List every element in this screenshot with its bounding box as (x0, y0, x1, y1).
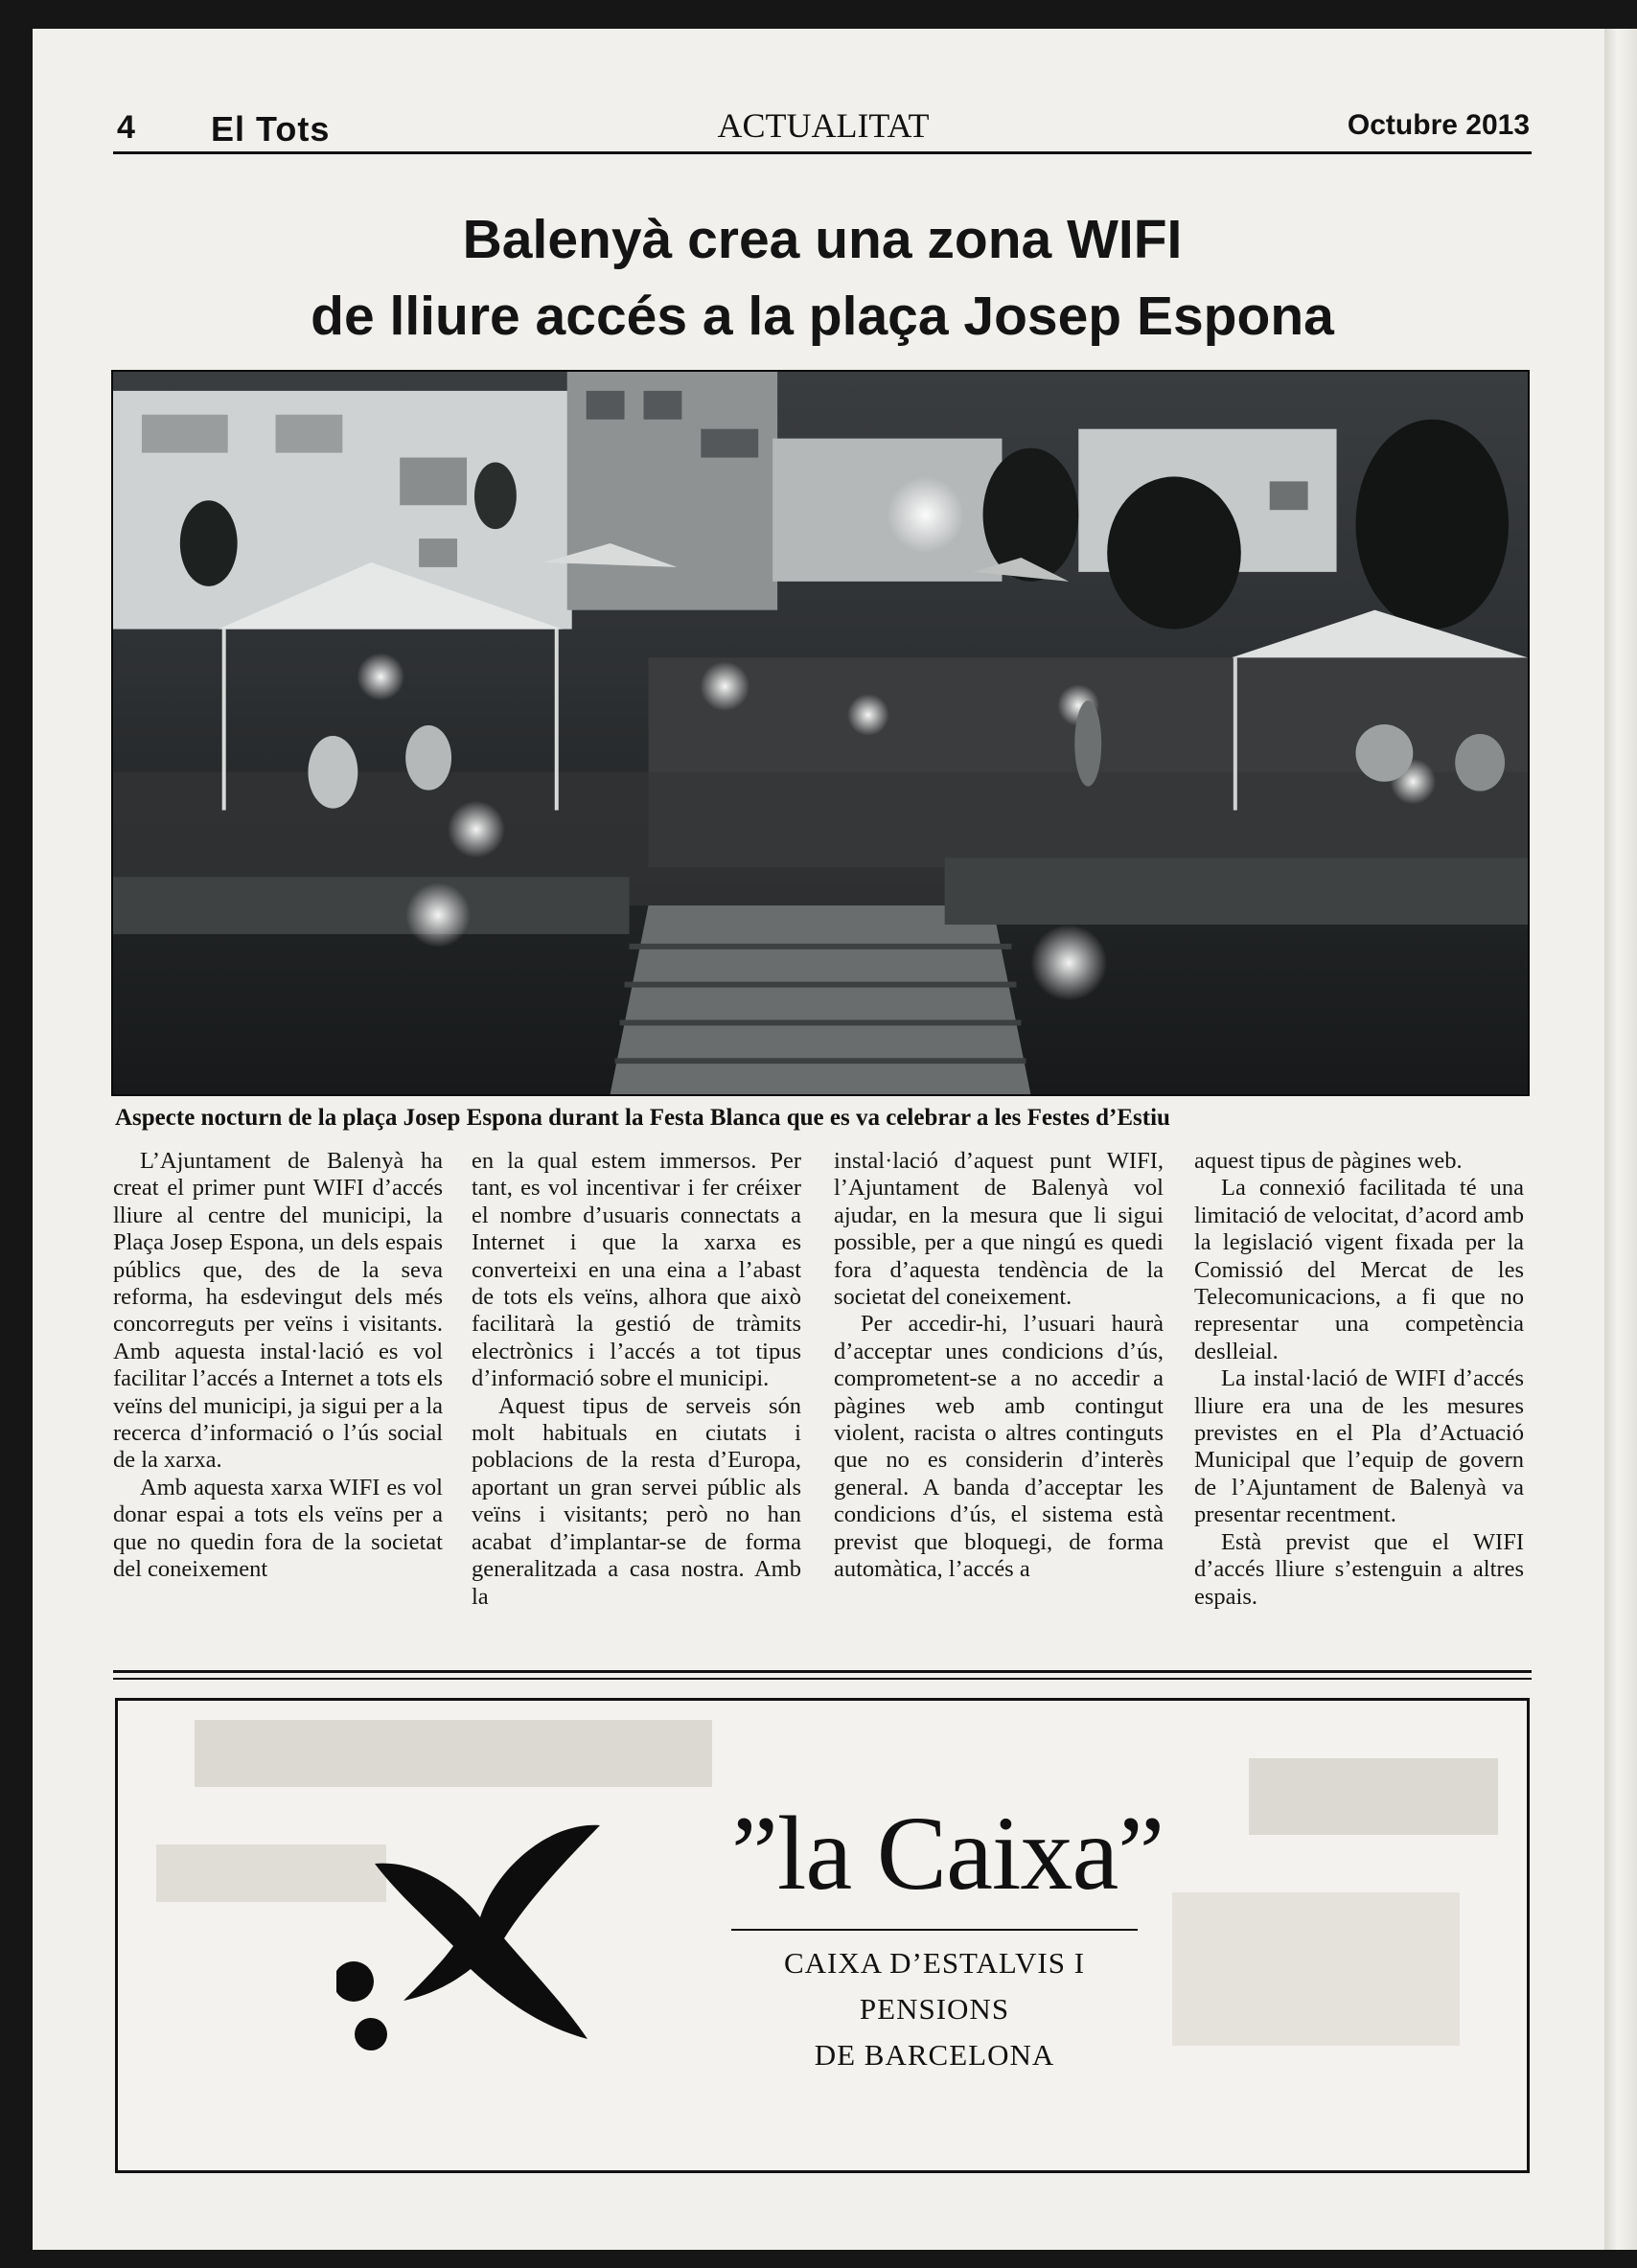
column-4-paragraph-3: La instal·lació de WIFI d’accés lliure era una de les mesures previstes en el Pla d’Actuació Municipal que l’equip de govern de l’Ajuntament de Balenyà va presentar recentment. (1194, 1365, 1524, 1528)
page-number: 4 (117, 109, 135, 146)
article-column-3 (834, 1148, 1164, 1584)
advert-top-rule-thin (113, 1678, 1532, 1680)
column-1-paragraph-1: L’Ajuntament de Balenyà ha creat el primer punt WIFI d’accés lliure al centre del municipi, la Plaça Josep Espona, un dels espais públics que, des de la seva reforma, ha esdevingut dels més concorreguts per veïns i visitants. Amb aquesta instal·lació es vol facilitar l’accés a Internet a tots els veïns del municipi, ja sigui per a la recerca d’informació o l’ús social de la xarxa. (113, 1148, 443, 1474)
bleed-through-shape-1 (195, 1720, 712, 1787)
page-header (117, 103, 1530, 148)
headline-line-1: Balenyà crea una zona WIFI (462, 209, 1183, 270)
photo-caption: Aspecte nocturn de la plaça Josep Espona durant la Festa Blanca que es va celebrar a les Festes d’Estiu (115, 1105, 1170, 1131)
night-plaza-photo (113, 372, 1528, 1094)
la-caixa-star-logo-icon (336, 1804, 624, 2055)
wordmark-underline (731, 1929, 1138, 1931)
article-column-4 (1194, 1148, 1524, 1611)
header-rule (113, 151, 1532, 154)
bleed-through-shape-2 (1249, 1758, 1498, 1835)
subtitle-line-2: DE BARCELONA (814, 2038, 1055, 2072)
la-caixa-subtitle (731, 1940, 1138, 2078)
column-4-paragraph-2: La connexió facilitada té una limitació de velocitat, d’acord amb la legislació vigent fixada per la Comissió del Mercat de les Telecomunicacions, a fi que no representar una competència deslleial. (1194, 1175, 1524, 1364)
publication-name: El Tots (211, 109, 331, 149)
article-column-1 (113, 1148, 443, 1584)
article-headline (113, 201, 1532, 355)
column-2-paragraph-2: Aquest tipus de serveis són molt habituals en ciutats i poblacions de la resta d’Europa, aportant un gran servei públic als veïns i visitants; però no han acabat d’implantar-se de forma generalitzada a casa nostra. Amb la (472, 1392, 801, 1610)
la-caixa-advert (115, 1698, 1530, 2173)
column-4-paragraph-1: aquest tipus de pàgines web. (1194, 1148, 1463, 1174)
section-title: ACTUALITAT (717, 106, 930, 145)
article-column-2 (472, 1148, 801, 1611)
issue-date: Octubre 2013 (1347, 109, 1530, 141)
column-3-paragraph-1: instal·lació d’aquest punt WIFI, l’Ajuntament de Balenyà vol ajudar, en la mesura que li sigui possible, per a que ningú es quedi fora d’aquesta tendència de la societat del coneixement. (834, 1148, 1164, 1311)
article-photo (111, 370, 1530, 1096)
advert-top-rule (113, 1670, 1532, 1673)
bleed-through-shape-4 (1172, 1892, 1460, 2046)
column-4-paragraph-4: Està previst que el WIFI d’accés lliure s’estenguin a altres espais. (1194, 1528, 1524, 1610)
column-2-paragraph-1: en la qual estem immersos. Per tant, es vol incentivar i fer créixer el nombre d’usuaris connectats a Internet i que la xarxa es converteixi en una eina a l’abast de tots els veïns, alhora que això facilitarà la gestió de tràmits electrònics i l’accés a tot tipus d’informació sobre el municipi. (472, 1148, 801, 1392)
adjacent-page-edge (1604, 29, 1637, 2250)
la-caixa-wordmark: ”la Caixa” (731, 1795, 1164, 1912)
column-1-paragraph-2: Amb aquesta xarxa WIFI es vol donar espai a tots els veïns per a que no quedin fora de la societat del coneixement (113, 1474, 443, 1583)
headline-line-2: de lliure accés a la plaça Josep Espona (311, 286, 1334, 347)
subtitle-line-1: CAIXA D’ESTALVIS I PENSIONS (783, 1946, 1086, 2026)
column-3-paragraph-2: Per accedir-hi, l’usuari haurà d’acceptar unes condicions d’ús, comprometent-se a no accedir a pàgines web amb contingut violent, racista o altres continguts que no es considerin d’interès general. A banda d’acceptar les condicions d’ús, el sistema està previst que bloquegi, de forma automàtica, l’accés a (834, 1311, 1164, 1583)
